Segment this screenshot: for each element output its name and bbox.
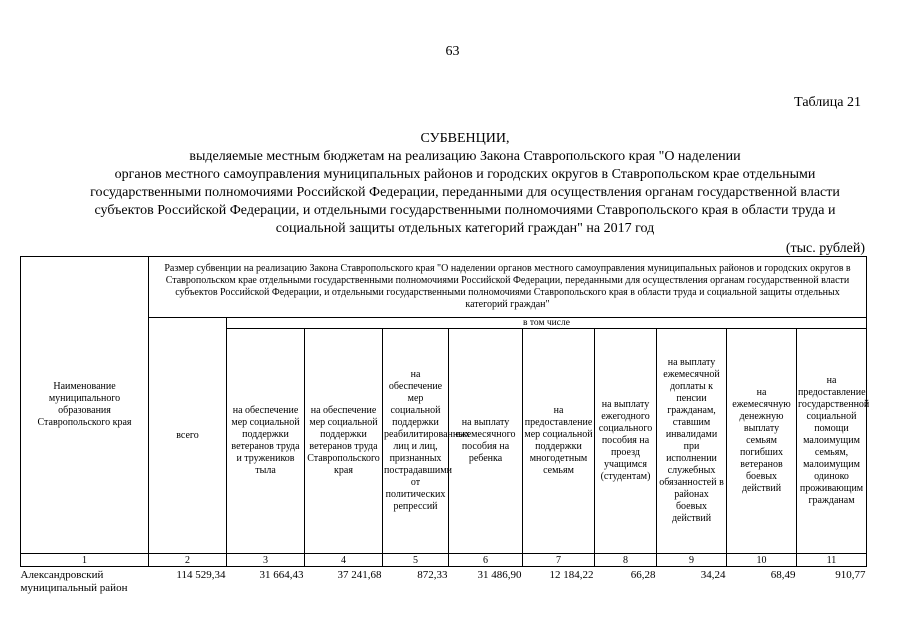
title-lines <box>60 148 870 238</box>
municipality-name: Александровский муниципальный район <box>20 569 128 594</box>
total-column-header: всего <box>149 318 227 554</box>
title-line: социальной защиты отдельных категорий граждан" на 2017 год <box>275 221 655 236</box>
title-line: выделяемые местным бюджетам на реализацию Закона Ставропольского края "О наделении <box>189 149 741 164</box>
table-cell: 872,33 <box>417 569 448 581</box>
table-cell: 12 184,22 <box>549 569 594 581</box>
table-cell: 114 529,34 <box>176 569 226 581</box>
column-number: 1 <box>21 554 149 567</box>
title-line: органов местного самоуправления муниципальных районов и городских округов в Ставропольском крае отдельными <box>114 167 816 182</box>
table-cell: 31 486,90 <box>477 569 522 581</box>
column-header: на выплату ежегодного социального пособия на проезд учащимся (студентам) <box>595 329 657 554</box>
column-header: на обеспечение мер социальной поддержки ветеранов труда и тружеников тыла <box>227 329 305 554</box>
column-header: на предоставление мер социальной поддержки многодетным семьям <box>523 329 595 554</box>
column-number: 11 <box>797 554 867 567</box>
column-number: 8 <box>595 554 657 567</box>
table-row <box>21 567 867 596</box>
subsidy-span-header: Размер субвенции на реализацию Закона Ставропольского края "О наделении органов местного самоуправления муниципальных районов и городских округов в Ставропольском крае отдельными государственными полномочиями Российской Федерации, переданными для осуществления органам государственной власти субъектов Российской Федерации, и отдельными государственными полномочиями Ставропольского края в области труда и социальной защиты отдельных категорий граждан" <box>149 257 867 318</box>
table-cell: 68,49 <box>770 569 796 581</box>
table-cell: 910,77 <box>835 569 866 581</box>
title-line: государственными полномочиями Российской Федерации, переданными для осуществления органам государственной власти <box>90 185 840 200</box>
column-number: 4 <box>305 554 383 567</box>
document-title <box>60 130 870 238</box>
table-cell: 66,28 <box>630 569 656 581</box>
title-line: субъектов Российской Федерации, и отдельными государственными полномочиями Ставропольского края в области труда и <box>94 203 836 218</box>
column-number: 3 <box>227 554 305 567</box>
table-cell: 37 241,68 <box>337 569 382 581</box>
column-numbers-row <box>21 554 867 567</box>
table-cell: 31 664,43 <box>259 569 304 581</box>
column-number: 10 <box>727 554 797 567</box>
column-number: 2 <box>149 554 227 567</box>
table-cell: 34,24 <box>700 569 726 581</box>
column-number: 9 <box>657 554 727 567</box>
column-header: на выплату ежемесячной доплаты к пенсии гражданам, ставшим инвалидами при исполнении служебных обязанностей в районах боевых действий <box>657 329 727 554</box>
column-number: 5 <box>383 554 449 567</box>
table-label: Таблица 21 <box>794 95 861 110</box>
subsidies-table <box>20 256 870 595</box>
units-label: (тыс. рублей) <box>785 241 865 256</box>
including-header: в том числе <box>227 318 867 329</box>
column-header: на обеспечение мер социальной поддержки реабилитированных лиц и лиц, признанных пострадавшими от политических репрессий <box>383 329 449 554</box>
column-header: на обеспечение мер социальной поддержки ветеранов труда Ставропольского края <box>305 329 383 554</box>
column-header: на предоставление государственной социальной помощи малоимущим семьям, малоимущим одиноко проживающим гражданам <box>797 329 867 554</box>
column-header: на выплату ежемесячного пособия на ребенка <box>449 329 523 554</box>
column-number: 6 <box>449 554 523 567</box>
title-heading: СУБВЕНЦИИ, <box>420 131 510 146</box>
column-number: 7 <box>523 554 595 567</box>
page-number: 63 <box>445 44 460 59</box>
name-column-header: Наименование муниципального образования Ставропольского края <box>21 257 149 554</box>
column-header: на ежемесячную денежную выплату семьям погибших ветеранов боевых действий <box>727 329 797 554</box>
